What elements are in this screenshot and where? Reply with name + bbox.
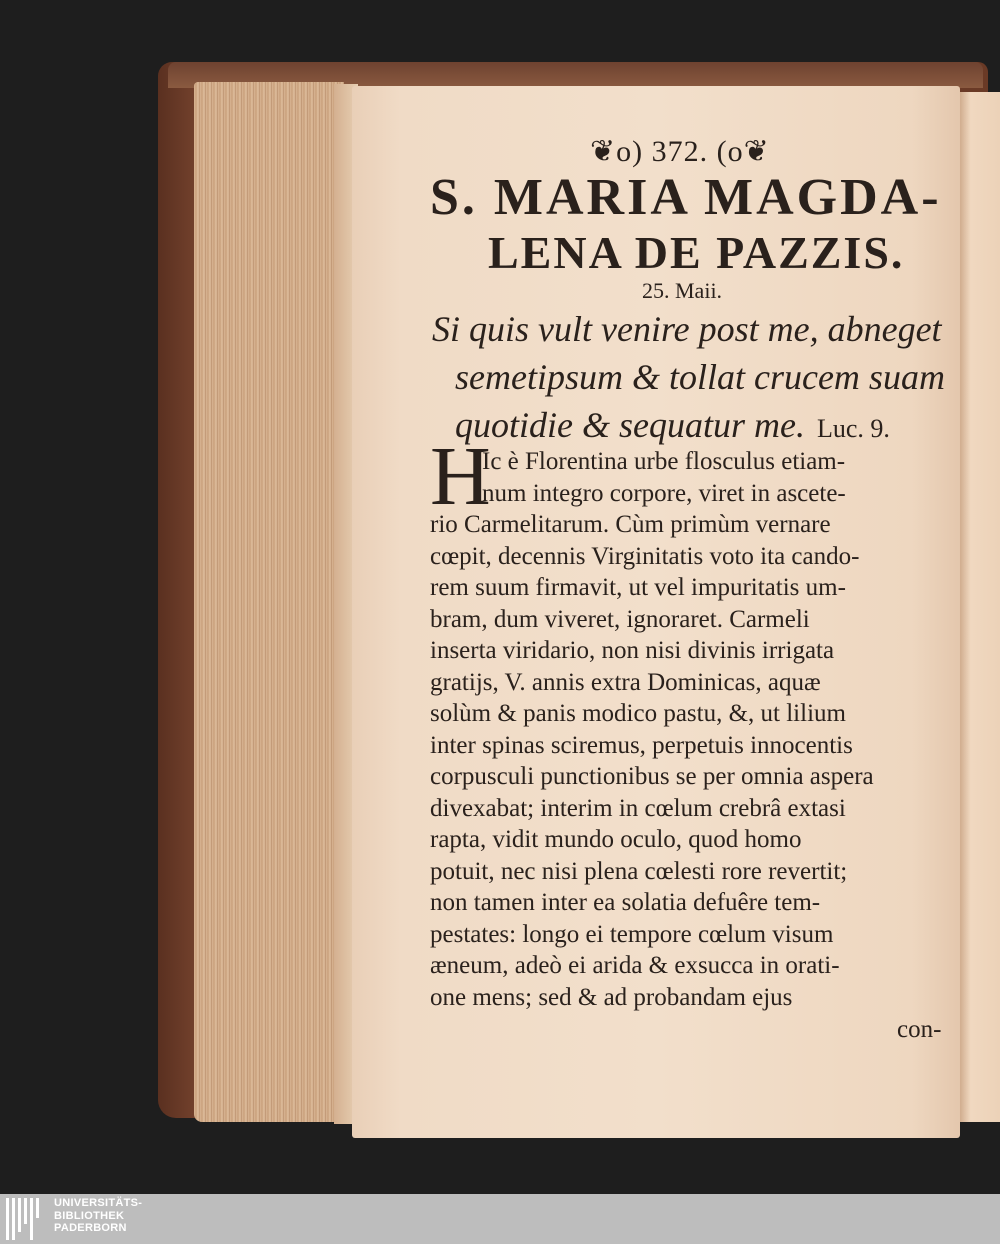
page-edges: [194, 82, 344, 1122]
body-line: Ic è Florentina urbe flosculus etiam-: [482, 448, 846, 475]
quote-reference: Luc. 9.: [816, 414, 890, 443]
facing-page-edge: [958, 92, 1000, 1122]
body-line: cœpit, decennis Virginitatis voto ita cando-: [430, 542, 860, 570]
body-line: pestates: longo ei tempore cœlum visum: [430, 920, 834, 948]
quote-line-3-text: quotidie & sequatur me.: [455, 405, 805, 445]
title-line-1: S. MARIA MAGDA-: [430, 169, 942, 226]
catchword: con-: [897, 1016, 942, 1043]
title-line-2: LENA DE PAZZIS.: [488, 227, 905, 278]
logo-line-1: UNIVERSITÄTS-: [54, 1197, 143, 1209]
feast-date: 25. Maii.: [642, 278, 723, 303]
body-line: corpusculi punctionibus se per omnia aspera: [430, 763, 874, 790]
library-logo-icon: [6, 1198, 46, 1240]
body-line: non tamen inter ea solatia defuêre tem-: [430, 889, 821, 916]
logo-line-2: BIBLIOTHEK: [54, 1209, 125, 1222]
body-line: potuit, nec nisi plena cœlesti rore revertit;: [430, 857, 848, 885]
body-line: bram, dum viveret, ignoraret. Carmeli: [430, 605, 810, 633]
quote-line-2: semetipsum & tollat crucem suam: [455, 357, 945, 397]
quote-line-3: [455, 404, 890, 446]
body-line: one mens; sed & ad probandam ejus: [430, 983, 793, 1011]
page-number: ❦o) 372. (o❦: [590, 135, 770, 168]
body-line: inter spinas sciremus, perpetuis innocentis: [430, 731, 853, 759]
body-line: divexabat; interim in cœlum crebrâ extasi: [430, 794, 846, 822]
logo-line-3: PADERBORN: [54, 1222, 127, 1234]
body-line: rem suum firmavit, ut vel impuritatis um-: [430, 574, 846, 601]
body-line: num integro corpore, viret in ascete-: [482, 479, 846, 507]
body-line: inserta viridario, non nisi divinis irrigata: [430, 637, 835, 664]
quote-line-1: Si quis vult venire post me, abneget: [432, 309, 942, 349]
body-line: gratijs, V. annis extra Dominicas, aquæ: [430, 668, 821, 696]
library-logo-text: [54, 1197, 142, 1235]
drop-cap: H: [430, 430, 491, 523]
body-line: solùm & panis modico pastu, &, ut lilium: [430, 700, 846, 727]
footer-bar: [0, 1194, 1000, 1244]
body-line: rio Carmelitarum. Cùm primùm vernare: [430, 511, 831, 538]
body-line: rapta, vidit mundo oculo, quod homo: [430, 826, 802, 853]
body-line: æneum, adeò ei arida & exsucca in orati-: [430, 952, 840, 979]
